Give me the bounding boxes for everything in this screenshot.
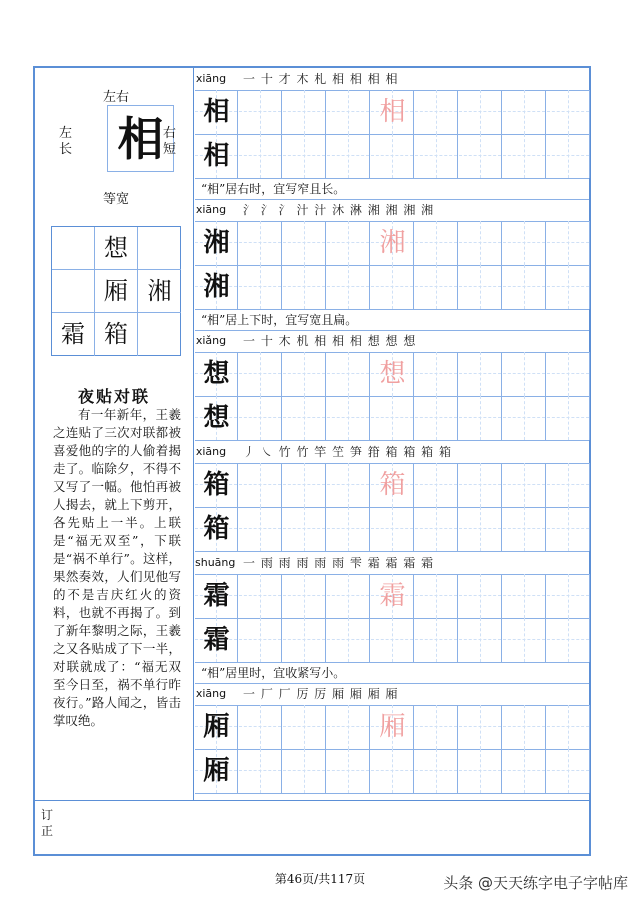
writing-square[interactable] — [195, 618, 238, 662]
writing-square[interactable] — [239, 749, 282, 793]
writing-square[interactable] — [547, 463, 590, 507]
stroke-order: 一 雨 雨 雨 雨 雨 雫 霜 霜 霜 霜 — [243, 556, 435, 570]
writing-square[interactable] — [327, 749, 370, 793]
writing-square[interactable] — [547, 507, 590, 551]
writing-square[interactable] — [547, 265, 590, 309]
writing-square[interactable] — [503, 265, 546, 309]
writing-square[interactable] — [415, 705, 458, 749]
writing-square[interactable] — [547, 134, 590, 178]
practice-char: 厢 — [203, 712, 230, 742]
writing-square[interactable] — [371, 396, 414, 440]
writing-square[interactable] — [415, 352, 458, 396]
writing-square[interactable] — [239, 134, 282, 178]
correction-row — [35, 800, 589, 855]
grid-cell — [138, 313, 181, 356]
writing-square[interactable] — [195, 749, 238, 793]
writing-square[interactable] — [547, 396, 590, 440]
writing-square[interactable] — [195, 90, 238, 134]
writing-cells — [195, 574, 589, 618]
writing-cells — [195, 749, 589, 793]
writing-square[interactable] — [459, 265, 502, 309]
trace-char: 箱 — [379, 470, 406, 500]
grid-cell: 厢 — [95, 270, 138, 313]
writing-cells — [195, 463, 589, 507]
writing-cells — [195, 90, 589, 134]
writing-square[interactable] — [547, 574, 590, 618]
model-label-right: 右短 — [163, 126, 177, 157]
writing-square[interactable] — [327, 507, 370, 551]
writing-square[interactable] — [371, 574, 414, 618]
writing-square[interactable] — [283, 705, 326, 749]
trace-char: 霜 — [379, 581, 406, 611]
writing-square[interactable] — [195, 574, 238, 618]
writing-cells — [195, 705, 589, 749]
writing-square[interactable] — [239, 90, 282, 134]
grid-cell — [52, 227, 95, 270]
writing-square[interactable] — [371, 705, 414, 749]
practice-char: 箱 — [203, 470, 230, 500]
writing-square[interactable] — [239, 463, 282, 507]
stroke-order: 丿 ㇏ 竹 竹 竿 笁 笋 箝 箱 箱 箱 箱 — [243, 445, 452, 459]
writing-square[interactable] — [459, 749, 502, 793]
pinyin-label: xiǎng — [195, 334, 227, 347]
brand-watermark: 头条 @天天练字电子字帖库 — [443, 874, 628, 892]
writing-square[interactable] — [459, 396, 502, 440]
writing-square[interactable] — [283, 749, 326, 793]
writing-square[interactable] — [283, 618, 326, 662]
writing-square[interactable] — [195, 396, 238, 440]
writing-square[interactable] — [195, 463, 238, 507]
writing-square[interactable] — [371, 618, 414, 662]
grid-cell — [138, 227, 181, 270]
writing-square[interactable] — [547, 705, 590, 749]
writing-square[interactable] — [327, 463, 370, 507]
practice-char: 想 — [203, 403, 230, 433]
writing-square[interactable] — [283, 574, 326, 618]
pinyin-label: xiāng — [195, 445, 227, 458]
writing-square[interactable] — [415, 618, 458, 662]
left-column — [35, 68, 194, 800]
writing-square[interactable] — [195, 507, 238, 551]
writing-square[interactable] — [327, 134, 370, 178]
writing-square[interactable] — [195, 352, 238, 396]
pinyin-label: xiāng — [195, 687, 227, 700]
writing-square[interactable] — [503, 396, 546, 440]
writing-square[interactable] — [283, 507, 326, 551]
writing-square[interactable] — [327, 705, 370, 749]
writing-tip: “相”居上下时，宜写宽且扁。 — [201, 313, 358, 327]
writing-cells — [195, 352, 589, 396]
related-chars-grid — [51, 226, 181, 356]
writing-square[interactable] — [459, 221, 502, 265]
writing-tip: “相”居右时，宜写窄且长。 — [201, 182, 346, 196]
writing-square[interactable] — [239, 574, 282, 618]
writing-square[interactable] — [283, 221, 326, 265]
writing-square[interactable] — [283, 265, 326, 309]
writing-square[interactable] — [547, 618, 590, 662]
model-char: 相 — [117, 112, 164, 166]
writing-square[interactable] — [327, 396, 370, 440]
writing-square[interactable] — [371, 507, 414, 551]
writing-square[interactable] — [195, 705, 238, 749]
writing-square[interactable] — [327, 618, 370, 662]
practice-char: 湘 — [203, 228, 230, 258]
writing-square[interactable] — [547, 90, 590, 134]
writing-square[interactable] — [283, 90, 326, 134]
writing-square[interactable] — [283, 352, 326, 396]
practice-char: 想 — [203, 359, 230, 389]
writing-square[interactable] — [239, 396, 282, 440]
practice-char: 箱 — [203, 514, 230, 544]
writing-square[interactable] — [239, 618, 282, 662]
worksheet-frame — [33, 66, 591, 856]
writing-square[interactable] — [503, 705, 546, 749]
stroke-order: 一 十 木 机 相 相 相 想 想 想 — [243, 334, 417, 348]
grid-cell: 霜 — [52, 313, 95, 356]
writing-square[interactable] — [547, 352, 590, 396]
correction-caption: 订正 — [41, 808, 54, 838]
practice-char: 湘 — [203, 272, 230, 302]
trace-char: 想 — [379, 359, 406, 389]
trace-char: 湘 — [379, 228, 406, 258]
writing-square[interactable] — [415, 221, 458, 265]
writing-square[interactable] — [371, 352, 414, 396]
writing-square[interactable] — [283, 134, 326, 178]
writing-square[interactable] — [239, 507, 282, 551]
writing-square[interactable] — [327, 90, 370, 134]
writing-square[interactable] — [503, 507, 546, 551]
practice-char: 厢 — [203, 756, 230, 786]
writing-square[interactable] — [415, 574, 458, 618]
writing-square[interactable] — [195, 265, 238, 309]
writing-square[interactable] — [195, 221, 238, 265]
story-text: 有一年新年，王羲之连贴了三次对联都被喜爱他的字的人偷着揭走了。临除夕，不得不又写了一幅。他怕再被人揭去，就上下剪开，各先贴上一半。上联是“福无双至”，下联是“祸不单行”。这样，果然奏效，人们见他写的不是吉庆红火的资料，也就不再揭了。到了新年黎明之际，王羲之又各贴成了下一半，对联就成了：“福无双至今日至，祸不单行昨夜行。”路人闻之，皆击掌叹绝。 — [53, 407, 181, 728]
writing-square[interactable] — [503, 134, 546, 178]
writing-square[interactable] — [371, 463, 414, 507]
grid-cell: 箱 — [95, 313, 138, 356]
writing-square[interactable] — [283, 463, 326, 507]
writing-square[interactable] — [371, 221, 414, 265]
writing-cells — [195, 507, 589, 551]
writing-square[interactable] — [415, 463, 458, 507]
writing-square[interactable] — [415, 396, 458, 440]
writing-square[interactable] — [459, 705, 502, 749]
stroke-order: 氵 氵 氵 汁 汁 沐 淋 湘 湘 湘 湘 — [243, 203, 435, 217]
writing-square[interactable] — [371, 749, 414, 793]
writing-square[interactable] — [239, 352, 282, 396]
writing-square[interactable] — [503, 221, 546, 265]
writing-square[interactable] — [459, 352, 502, 396]
writing-square[interactable] — [371, 134, 414, 178]
trace-char: 相 — [379, 97, 406, 127]
writing-cells — [195, 221, 589, 265]
writing-square[interactable] — [239, 705, 282, 749]
writing-square[interactable] — [239, 221, 282, 265]
writing-square[interactable] — [547, 749, 590, 793]
model-label-top: 左右 — [103, 90, 130, 105]
pinyin-label: shuāng — [195, 556, 236, 569]
pinyin-label: xiāng — [195, 203, 227, 216]
model-label-bottom: 等宽 — [103, 192, 130, 207]
practice-char: 霜 — [203, 581, 230, 611]
writing-cells — [195, 618, 589, 662]
writing-square[interactable] — [371, 265, 414, 309]
writing-square[interactable] — [415, 134, 458, 178]
writing-square[interactable] — [415, 507, 458, 551]
writing-square[interactable] — [459, 463, 502, 507]
writing-square[interactable] — [503, 574, 546, 618]
writing-square[interactable] — [459, 618, 502, 662]
pinyin-label: xiāng — [195, 72, 227, 85]
page-number: 第46页/共117页 — [274, 872, 366, 886]
writing-square[interactable] — [415, 90, 458, 134]
writing-square[interactable] — [371, 90, 414, 134]
writing-tip: “相”居里时，宜收紧写小。 — [201, 666, 346, 680]
writing-square[interactable] — [459, 134, 502, 178]
practice-char: 霜 — [203, 625, 230, 655]
writing-square[interactable] — [459, 507, 502, 551]
stroke-order: 一 厂 厂 厉 厉 厢 厢 厢 厢 — [243, 687, 399, 701]
grid-cell: 想 — [95, 227, 138, 270]
practice-char: 相 — [203, 141, 230, 171]
practice-char: 相 — [203, 97, 230, 127]
writing-square[interactable] — [195, 134, 238, 178]
writing-cells — [195, 134, 589, 178]
writing-square[interactable] — [283, 396, 326, 440]
grid-cell — [52, 270, 95, 313]
writing-square[interactable] — [327, 221, 370, 265]
writing-square[interactable] — [327, 352, 370, 396]
writing-square[interactable] — [503, 90, 546, 134]
story-title: 夜贴对联 — [77, 387, 150, 406]
writing-square[interactable] — [459, 90, 502, 134]
writing-square[interactable] — [547, 221, 590, 265]
trace-char: 厢 — [379, 712, 406, 742]
writing-cells — [195, 396, 589, 440]
writing-square[interactable] — [459, 574, 502, 618]
writing-square[interactable] — [327, 574, 370, 618]
writing-square[interactable] — [503, 618, 546, 662]
writing-square[interactable] — [415, 749, 458, 793]
writing-square[interactable] — [503, 749, 546, 793]
writing-square[interactable] — [503, 352, 546, 396]
writing-square[interactable] — [415, 265, 458, 309]
writing-cells — [195, 265, 589, 309]
grid-cell: 湘 — [138, 270, 181, 313]
stroke-order: 一 十 才 木 札 相 相 相 相 — [243, 72, 399, 86]
model-label-left: 左长 — [59, 126, 73, 157]
writing-square[interactable] — [327, 265, 370, 309]
writing-square[interactable] — [239, 265, 282, 309]
writing-square[interactable] — [503, 463, 546, 507]
